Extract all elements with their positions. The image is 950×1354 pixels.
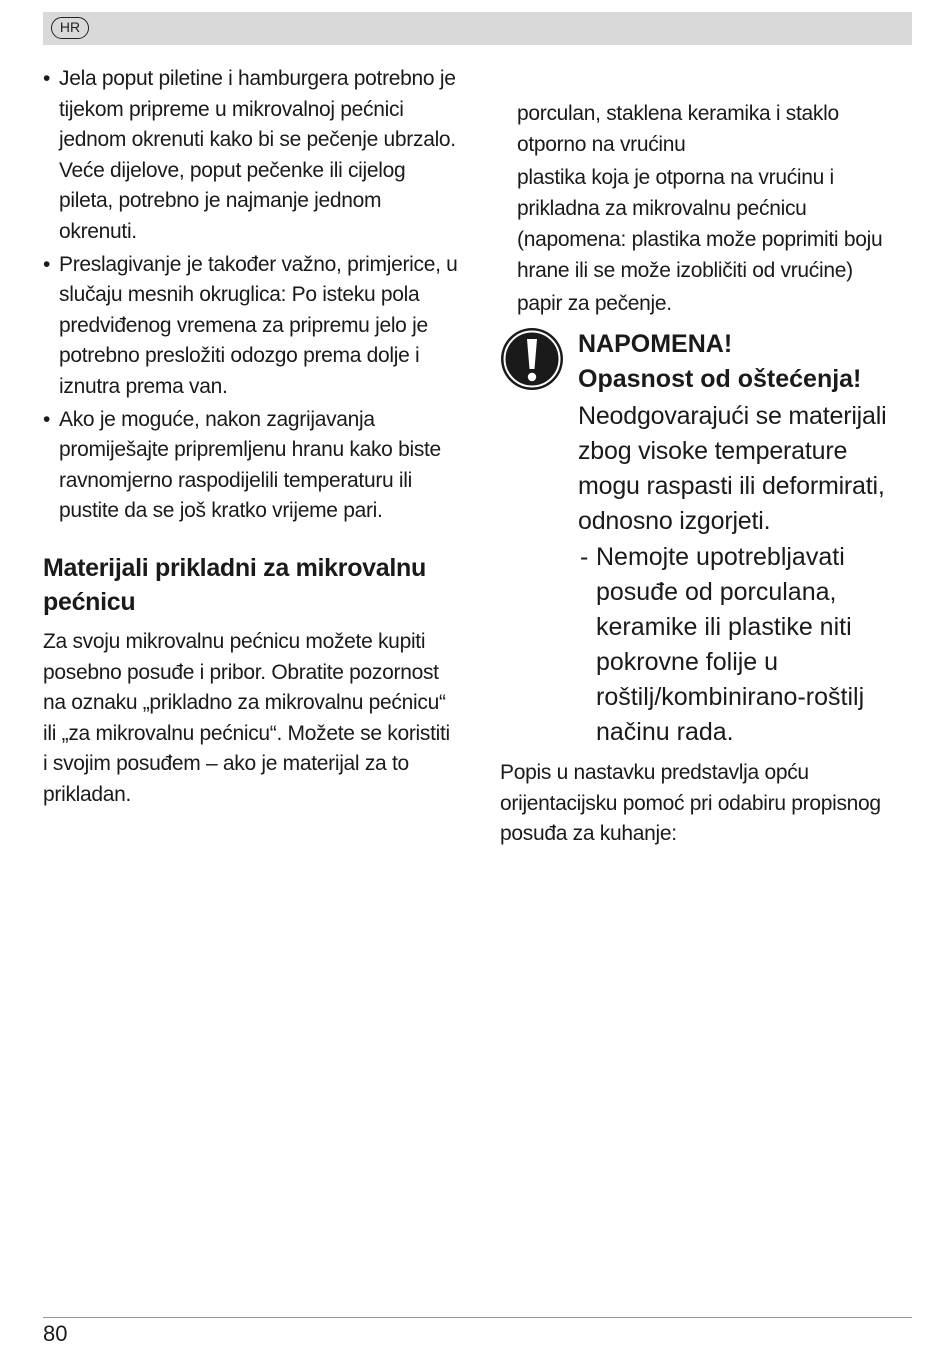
right-column <box>500 98 912 746</box>
bullet-dot: • <box>43 252 51 276</box>
material-item: porculan, staklena keramika i staklo otporno na vrućinu <box>517 102 839 156</box>
section-paragraph: Za svoju mikrovalnu pećnicu možete kupiti posebno posuđe i pribor. Obratite pozornost na oznaku „prikladno za mikrovalnu pećnicu“ ili „za mikrovalnu pećnicu“. Možete se koristiti i svojim posuđem – ako je materijal za to prikladan. <box>43 629 450 806</box>
header-band <box>43 12 912 45</box>
left-column <box>43 64 458 810</box>
notice-body <box>578 327 914 750</box>
list-item: • Ako je moguće, nakon zagrijavanja promiješajte pripremljenu hranu kako biste ravnomjerno raspodijelili temperaturu ili pustite da se još kratko vrijeme pari. <box>43 405 458 527</box>
footer-divider <box>43 1317 912 1318</box>
notice-subtitle: Opasnost od oštećenja! <box>578 365 862 393</box>
notice-title: NAPOMENA! <box>578 330 733 358</box>
notice-text: Neodgovarajući se materijali zbog visoke temperature mogu raspasti ili deformirati, odnosno izgorjeti. <box>578 402 887 535</box>
notice-instruction: - Nemojte upotrebljavati posuđe od porculana, keramike ili plastike niti pokrovne folije u roštilj/kombinirano-roštilj načinu rada. <box>578 540 914 750</box>
bullet-dot: • <box>43 67 51 90</box>
material-item: papir za pečenje. <box>517 292 672 315</box>
language-badge: HR <box>51 17 89 39</box>
exclamation-warning-icon <box>500 327 564 391</box>
bullet-dot: • <box>43 407 51 431</box>
warning-notice <box>500 327 912 746</box>
list-item: • Preslagivanje je također važno, primjerice, u slučaju mesnih okruglica: Po isteku pola predviđenog vremena za pripremu jelo je potrebno presložiti odozgo prema dolje i iznutra prema van. <box>43 250 458 403</box>
list-item: • Jela poput piletine i hamburgera potrebno je tijekom pripreme u mikrovalnoj pećnici jednom okrenuti kako bi se pečenje ubrzalo. Veće dijelove, poput pečenke ili cijelog pileta, potrebno je najmanje jednom okrenuti. <box>43 64 458 248</box>
page-number: 80 <box>43 1321 68 1346</box>
section-heading: Materijali prikladni za mikrovalnu pećnicu <box>43 553 426 616</box>
material-item: plastika koja je otporna na vrućinu i prikladna za mikrovalnu pećnicu (napomena: plastika može poprimiti boju hrane ili se može izobličiti od vrućine) <box>517 166 883 282</box>
dash-marker: - <box>580 543 589 571</box>
closing-paragraph: Popis u nastavku predstavlja opću orijentacijsku pomoć pri odabiru propisnog posuđa za kuhanje: <box>500 761 881 846</box>
bullet-list <box>43 64 458 527</box>
